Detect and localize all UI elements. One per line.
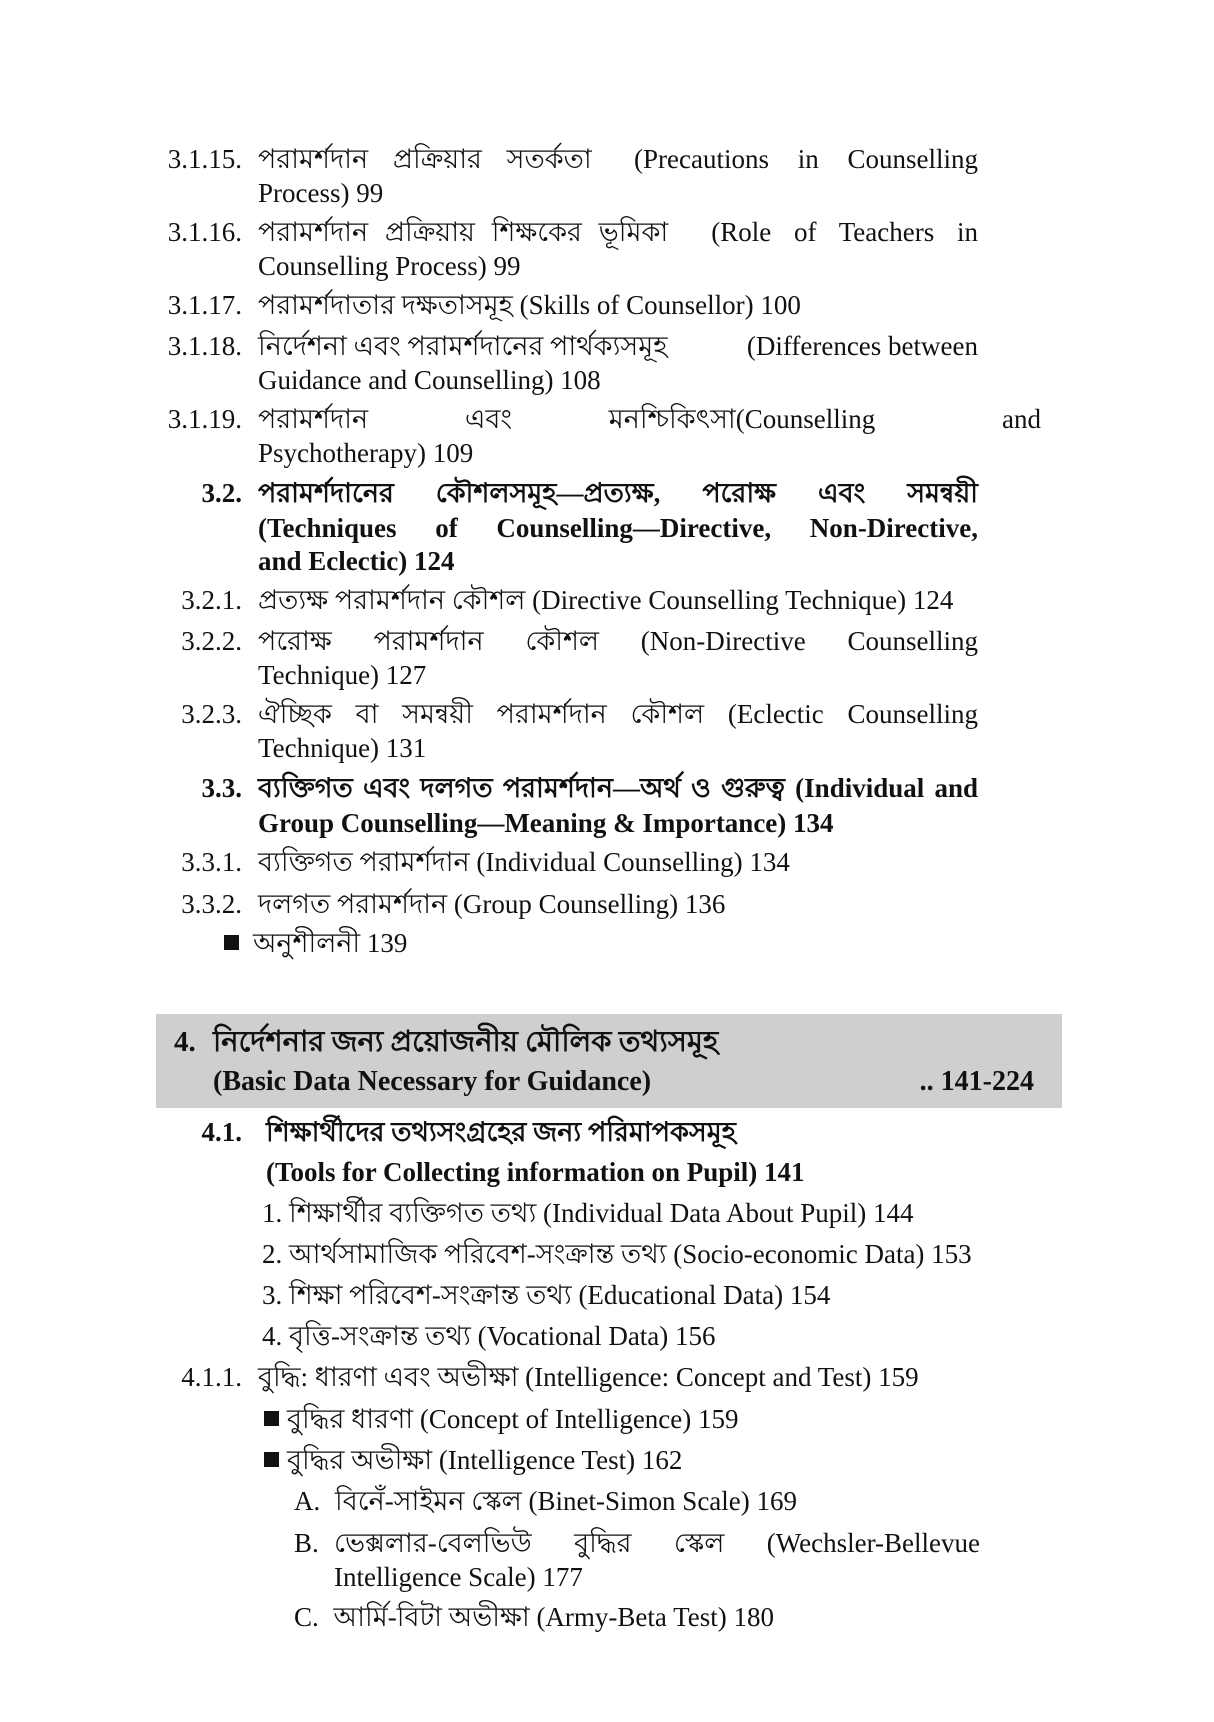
test-title: বিনেঁ-সাইমন স্কেল (Binet-Simon Scale) 169 xyxy=(335,1486,798,1516)
entry-title-en: (Precautions in Counselling xyxy=(634,144,978,174)
section-title-en: (Tools for Collecting information on Pupil) 141 xyxy=(266,1157,805,1187)
entry-number: 3.3.2. xyxy=(181,889,242,919)
entry-number: 3.1.15. xyxy=(167,144,242,174)
section-number: 3.3. xyxy=(201,773,242,803)
test-item-c[interactable] xyxy=(294,1600,774,1634)
test-item-b-continuation: Intelligence Scale) 177 xyxy=(334,1562,583,1592)
section-title-cont: Group Counselling—Meaning & Importance) 134 xyxy=(258,808,834,838)
toc-entry-exercise[interactable] xyxy=(224,926,407,960)
entry-title: বুদ্ধি: ধারণা এবং অভীক্ষা (Intelligence: Concept and Test) 159 xyxy=(258,1362,919,1392)
entry-title-bn: নির্দেশনা এবং পরামর্শদানের পার্থক্যসমূহ xyxy=(258,331,668,361)
chapter-title-en: (Basic Data Necessary for Guidance) xyxy=(213,1066,652,1097)
entry-continuation: Technique) 127 xyxy=(258,660,427,690)
square-bullet-icon xyxy=(264,1452,279,1467)
entry-number: 3.3.1. xyxy=(181,847,242,877)
square-bullet-icon xyxy=(224,935,239,950)
entry-title: পরোক্ষ পরামর্শদান কৌশল (Non-Directive Counselling xyxy=(258,626,978,656)
chapter-number: 4. xyxy=(174,1026,196,1058)
section-number: 3.2. xyxy=(201,478,242,508)
bullet-text: বুদ্ধির ধারণা (Concept of Intelligence) 159 xyxy=(287,1404,739,1434)
entry-title-bn: পরামর্শদান প্রক্রিয়ার সতর্কতা xyxy=(258,144,592,174)
test-title: আর্মি-বিটা অভীক্ষা (Army-Beta Test) 180 xyxy=(333,1602,774,1632)
bullet-item[interactable] xyxy=(264,1443,682,1477)
entry-continuation: Psychotherapy) 109 xyxy=(258,438,474,468)
section-title: ব্যক্তিগত এবং দলগত পরামর্শদান—অর্থ ও গুরুত্ব (Individual and xyxy=(258,773,978,803)
entry-title: দলগত পরামর্শদান (Group Counselling) 136 xyxy=(258,889,726,919)
entry-number: 3.1.19. xyxy=(167,404,242,434)
chapter-page-range: .. 141-224 xyxy=(919,1066,1034,1097)
chapter-4-heading-band[interactable] xyxy=(156,1014,1062,1108)
test-item-a[interactable] xyxy=(294,1484,797,1518)
list-item[interactable]: 2. আর্থসামাজিক পরিবেশ-সংক্রান্ত তথ্য (Socio-economic Data) 153 xyxy=(262,1239,972,1269)
list-item[interactable]: 1. শিক্ষার্থীর ব্যক্তিগত তথ্য (Individual Data About Pupil) 144 xyxy=(262,1198,914,1228)
test-title: ভেক্সলার-বেলভিউ বুদ্ধির স্কেল (Wechsler-Bellevue xyxy=(334,1528,980,1558)
entry-title-en: (Differences between xyxy=(746,331,978,361)
entry-number: 3.1.17. xyxy=(167,290,242,320)
entry-title: ঐচ্ছিক বা সমন্বয়ী পরামর্শদান কৌশল (Eclectic Counselling xyxy=(258,699,978,729)
section-title-bn: পরামর্শদানের কৌশলসমূহ—প্রত্যক্ষ, পরোক্ষ এবং সমন্বয়ী xyxy=(258,478,978,508)
entry-title-en: (Role of Teachers in xyxy=(711,217,978,247)
test-item-b[interactable] xyxy=(294,1526,980,1560)
bullet-text: বুদ্ধির অভীক্ষা (Intelligence Test) 162 xyxy=(287,1445,683,1475)
entry-number: 4.1.1. xyxy=(181,1362,242,1392)
entry-continuation: Guidance and Counselling) 108 xyxy=(258,365,601,395)
entry-title-bn: পরামর্শদান এবং মনশ্চিকিৎসা xyxy=(258,404,736,434)
list-item[interactable]: 3. শিক্ষা পরিবেশ-সংক্রান্ত তথ্য (Educational Data) 154 xyxy=(262,1280,831,1310)
section-title-en: (Techniques of Counselling—Directive, Non-Directive, xyxy=(258,513,978,543)
entry-number: 3.2.3. xyxy=(181,699,242,729)
entry-continuation: Process) 99 xyxy=(258,178,384,208)
entry-number: 3.1.18. xyxy=(167,331,242,361)
entry-title-bn: পরামর্শদান প্রক্রিয়ায় শিক্ষকের ভূমিকা xyxy=(258,217,669,247)
entry-title: প্রত্যক্ষ পরামর্শদান কৌশল (Directive Counselling Technique) 124 xyxy=(258,585,954,615)
section-title-en-cont: and Eclectic) 124 xyxy=(258,546,455,576)
section-title-bn: শিক্ষার্থীদের তথ্যসংগ্রহের জন্য পরিমাপকসমূহ xyxy=(266,1117,736,1147)
chapter-title-bn xyxy=(174,1024,718,1060)
square-bullet-icon xyxy=(264,1411,279,1426)
test-label: A. xyxy=(294,1486,321,1516)
entry-number: 3.2.1. xyxy=(181,585,242,615)
test-label: B. xyxy=(294,1528,319,1558)
entry-number: 3.1.16. xyxy=(167,217,242,247)
entry-title: পরামর্শদাতার দক্ষতাসমূহ (Skills of Counsellor) 100 xyxy=(258,290,801,320)
entry-title: অনুশীলনী 139 xyxy=(253,928,408,958)
test-label: C. xyxy=(294,1602,319,1632)
entry-continuation: Counselling Process) 99 xyxy=(258,251,521,281)
chapter-title-bn-text: নির্দেশনার জন্য প্রয়োজনীয় মৌলিক তথ্যসমূহ xyxy=(213,1026,719,1058)
entry-title: ব্যক্তিগত পরামর্শদান (Individual Counselling) 134 xyxy=(258,847,790,877)
bullet-item[interactable] xyxy=(264,1402,739,1436)
entry-number: 3.2.2. xyxy=(181,626,242,656)
entry-title-en: (Counselling and xyxy=(735,404,1041,434)
section-number: 4.1. xyxy=(201,1117,242,1147)
entry-continuation: Technique) 131 xyxy=(258,733,427,763)
list-item[interactable]: 4. বৃত্তি-সংক্রান্ত তথ্য (Vocational Data) 156 xyxy=(262,1321,716,1351)
